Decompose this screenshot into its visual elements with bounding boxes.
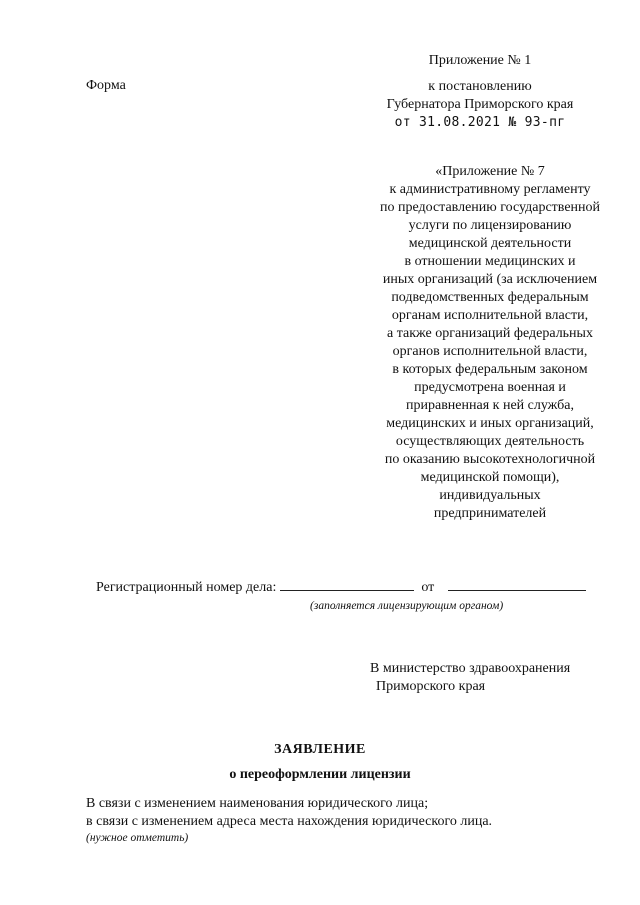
appendix-7-line: органам исполнительной власти, bbox=[391, 308, 589, 323]
appendix-7-line: предпринимателей bbox=[433, 506, 547, 521]
addressee-line: В министерство здравоохранения bbox=[370, 661, 571, 676]
appendix-7-line: услуги по лицензированию bbox=[408, 218, 572, 233]
appendix-7-line: по предоставлению государственной bbox=[379, 200, 601, 215]
appendix-7-line: медицинской помощи), bbox=[420, 470, 560, 485]
appendix-7-line: предусмотрена военная и bbox=[414, 380, 566, 395]
appendix-7-line: медицинских и иных организаций, bbox=[386, 416, 594, 431]
registration-label: Регистрационный номер дела: bbox=[96, 580, 277, 595]
appendix-7-line: приравненная к ней служба, bbox=[406, 398, 574, 413]
appendix-7-line: а также организаций федеральных bbox=[387, 326, 593, 341]
appendix-7-line: по оказанию высокотехнологичной bbox=[384, 452, 596, 467]
reason-hint: (нужное отметить) bbox=[86, 832, 189, 844]
reason-option[interactable]: в связи с изменением адреса места нахождения юридического лица. bbox=[86, 814, 493, 829]
addressee-line: Приморского края bbox=[376, 679, 486, 694]
registration-hint: (заполняется лицензирующим органом) bbox=[310, 600, 504, 612]
appendix-7-line: подведомственных федеральным bbox=[391, 290, 589, 305]
appendix-7-line: в которых федеральным законом bbox=[392, 362, 588, 377]
registration-row bbox=[96, 578, 586, 596]
form-label: Форма bbox=[86, 78, 126, 93]
appendix-7-line: медицинской деятельности bbox=[408, 236, 572, 251]
appendix-1-line: к постановлению bbox=[428, 79, 532, 94]
appendix-7-block bbox=[355, 163, 625, 523]
appendix-7-line: осуществляющих деятельность bbox=[395, 434, 585, 449]
appendix-1-date-line: от 31.08.2021 № 93-пг bbox=[394, 115, 566, 130]
registration-date-field[interactable] bbox=[448, 578, 586, 591]
appendix-7-line: иных организаций (за исключением bbox=[382, 272, 598, 287]
addressee-block bbox=[370, 660, 570, 696]
appendix-7-line: к административному регламенту bbox=[389, 182, 591, 197]
document-title: ЗАЯВЛЕНИЕ bbox=[274, 742, 366, 757]
document-subtitle: о переоформлении лицензии bbox=[229, 767, 411, 782]
appendix-1-line: Губернатора Приморского края bbox=[386, 97, 574, 112]
reason-option[interactable]: В связи с изменением наименования юридического лица; bbox=[86, 796, 429, 811]
appendix-7-line: «Приложение № 7 bbox=[435, 164, 545, 179]
appendix-7-line: органов исполнительной власти, bbox=[392, 344, 588, 359]
registration-from-label: от bbox=[421, 580, 435, 595]
appendix-1-block bbox=[360, 52, 600, 132]
appendix-7-line: индивидуальных bbox=[439, 488, 541, 503]
registration-number-field[interactable] bbox=[280, 578, 414, 591]
appendix-7-line: в отношении медицинских и bbox=[404, 254, 576, 269]
appendix-1-line: Приложение № 1 bbox=[428, 53, 532, 68]
